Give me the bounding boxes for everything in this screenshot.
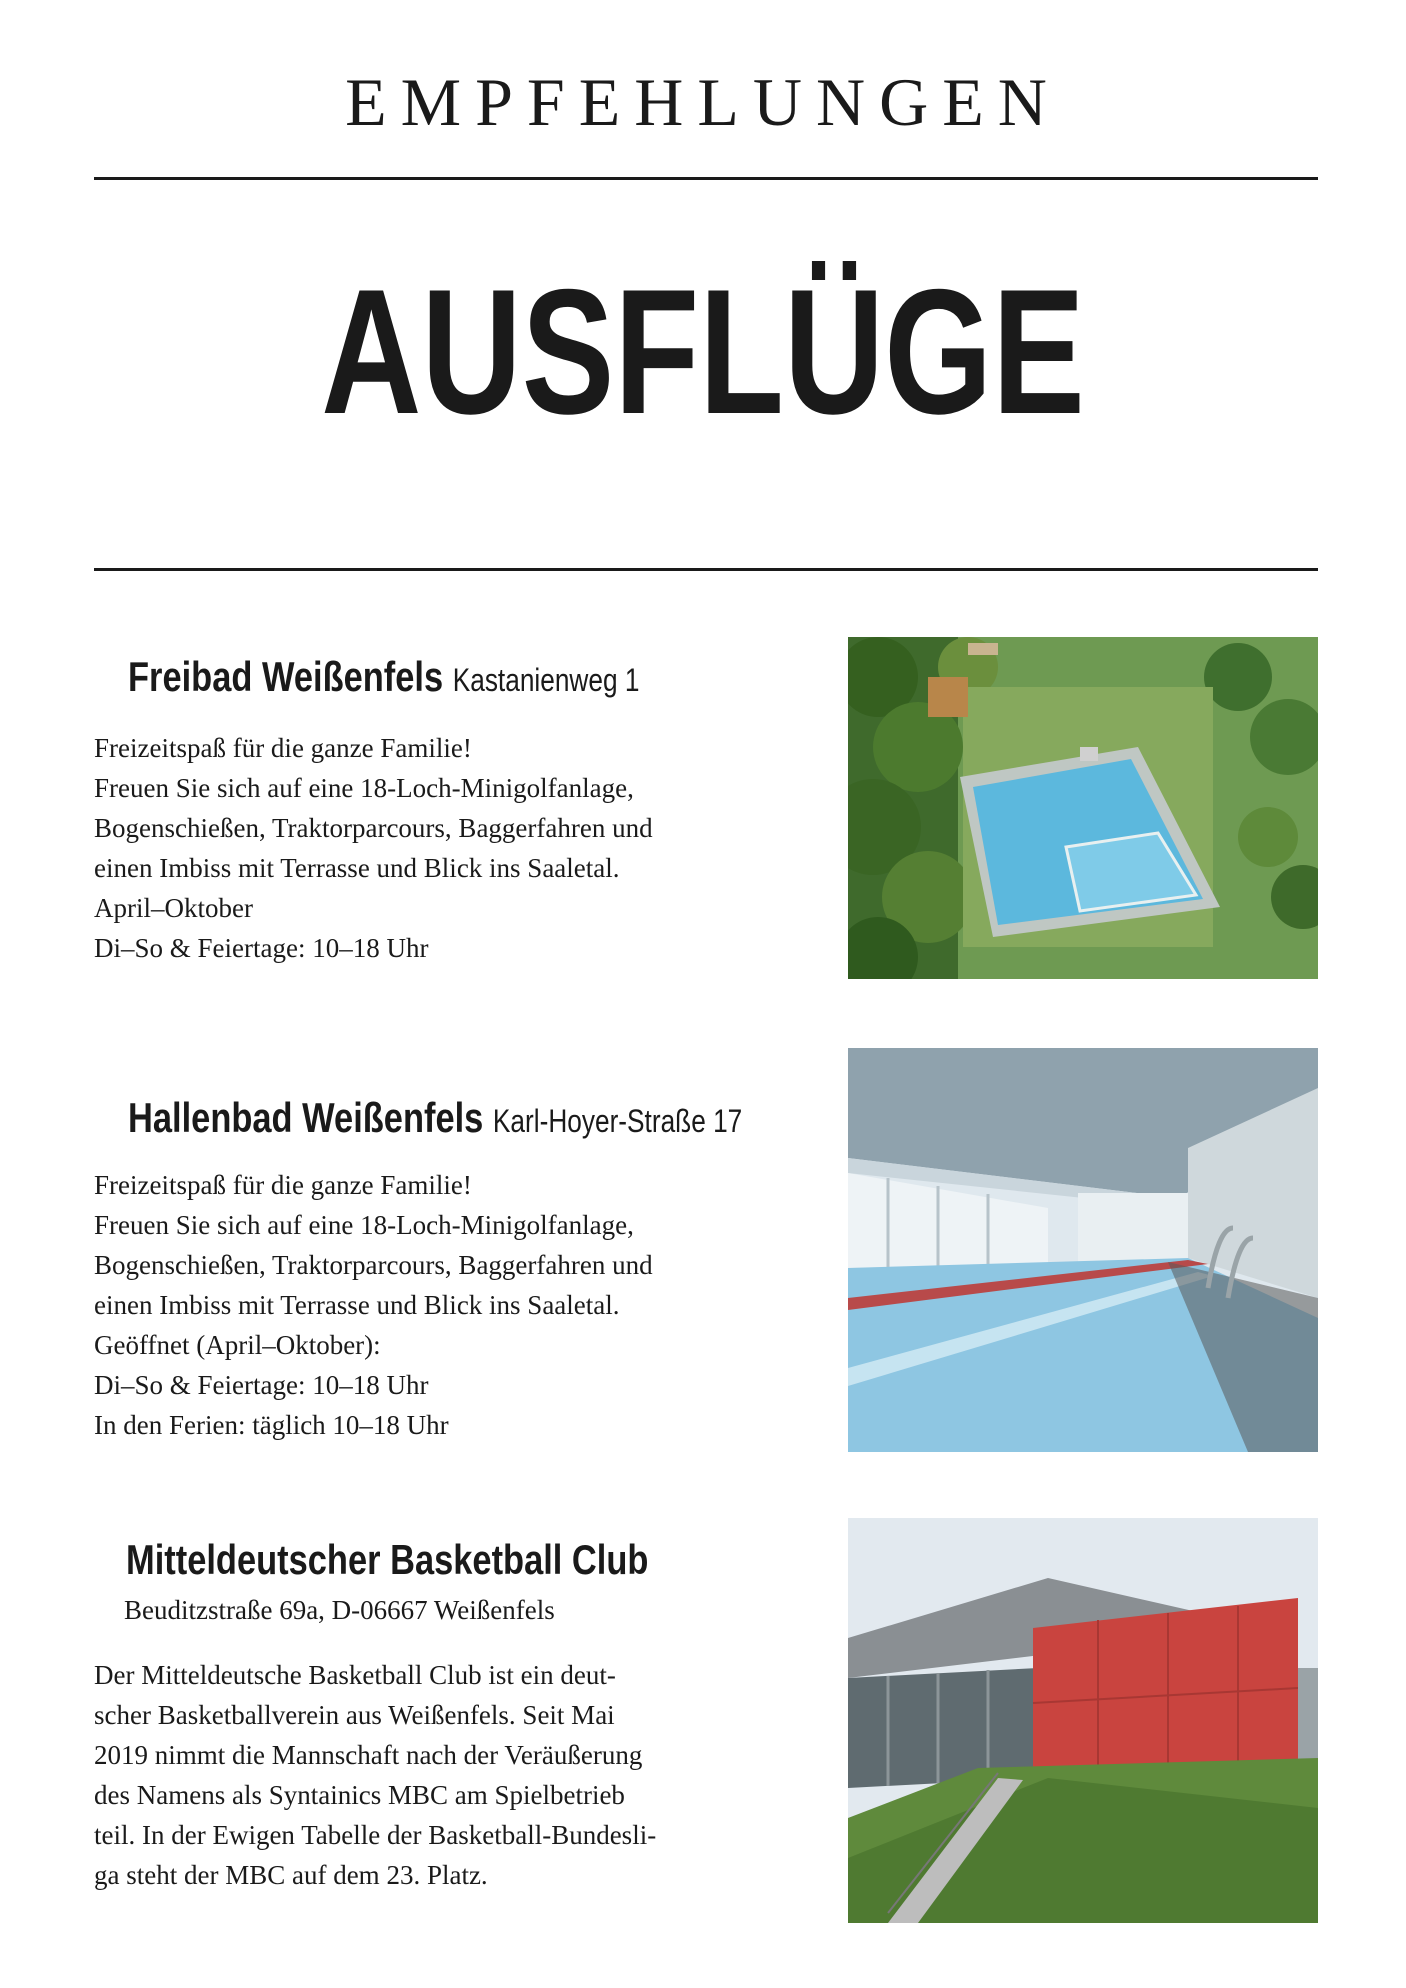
section-body: [94, 1655, 794, 1895]
arena-photo: [848, 1518, 1318, 1923]
bottom-rule: [94, 568, 1318, 571]
body-line: Freizeitspaß für die ganze Familie!: [94, 1170, 472, 1200]
venue-address: Karl-Hoyer-Straße 17: [492, 1103, 743, 1139]
venue-name: Hallenbad Weißenfels: [128, 1094, 484, 1141]
section-title: [128, 652, 639, 705]
body-line: April–Oktober: [94, 893, 253, 923]
body-line: ga steht der MBC auf dem 23. Platz.: [94, 1860, 488, 1890]
venue-address: Kastanienweg 1: [452, 662, 640, 698]
section-title: [126, 1535, 648, 1585]
outdoor-pool-photo: [848, 637, 1318, 979]
body-line: teil. In der Ewigen Tabelle der Basketball-Bundesli-: [94, 1820, 657, 1850]
body-line: Der Mitteldeutsche Basketball Club ist ein deut-: [94, 1660, 616, 1690]
body-line: Freuen Sie sich auf eine 18-Loch-Minigolfanlage,: [94, 773, 634, 803]
section-body: [94, 728, 794, 968]
body-line: In den Ferien: täglich 10–18 Uhr: [94, 1410, 449, 1440]
venue-name: Mitteldeutscher Basketball Club: [126, 1536, 649, 1583]
top-rule: [94, 177, 1318, 180]
venue-name: Freibad Weißenfels: [128, 653, 444, 700]
body-line: Di–So & Feiertage: 10–18 Uhr: [94, 1370, 429, 1400]
section-body: [94, 1165, 794, 1445]
body-line: Freuen Sie sich auf eine 18-Loch-Minigolfanlage,: [94, 1210, 634, 1240]
body-line: 2019 nimmt die Mannschaft nach der Veräußerung: [94, 1740, 643, 1770]
body-line: Geöffnet (April–Oktober):: [94, 1330, 381, 1360]
body-line: Freizeitspaß für die ganze Familie!: [94, 733, 472, 763]
body-line: scher Basketballverein aus Weißenfels. Seit Mai: [94, 1700, 615, 1730]
body-line: Di–So & Feiertage: 10–18 Uhr: [94, 933, 429, 963]
body-line: einen Imbiss mit Terrasse und Blick ins Saaletal.: [94, 1290, 620, 1320]
body-line: Bogenschießen, Traktorparcours, Baggerfahren und: [94, 1250, 653, 1280]
body-line: einen Imbiss mit Terrasse und Blick ins Saaletal.: [94, 853, 620, 883]
venue-address: Beuditzstraße 69a, D-06667 Weißenfels: [124, 1595, 555, 1625]
section-title: [128, 1093, 742, 1146]
page-title: AUSFLÜGE: [321, 252, 1085, 451]
body-line: des Namens als Syntainics MBC am Spielbetrieb: [94, 1780, 625, 1810]
page-kicker: EMPFEHLUNGEN: [345, 64, 1061, 140]
body-line: Bogenschießen, Traktorparcours, Baggerfahren und: [94, 813, 653, 843]
indoor-pool-photo: [848, 1048, 1318, 1452]
